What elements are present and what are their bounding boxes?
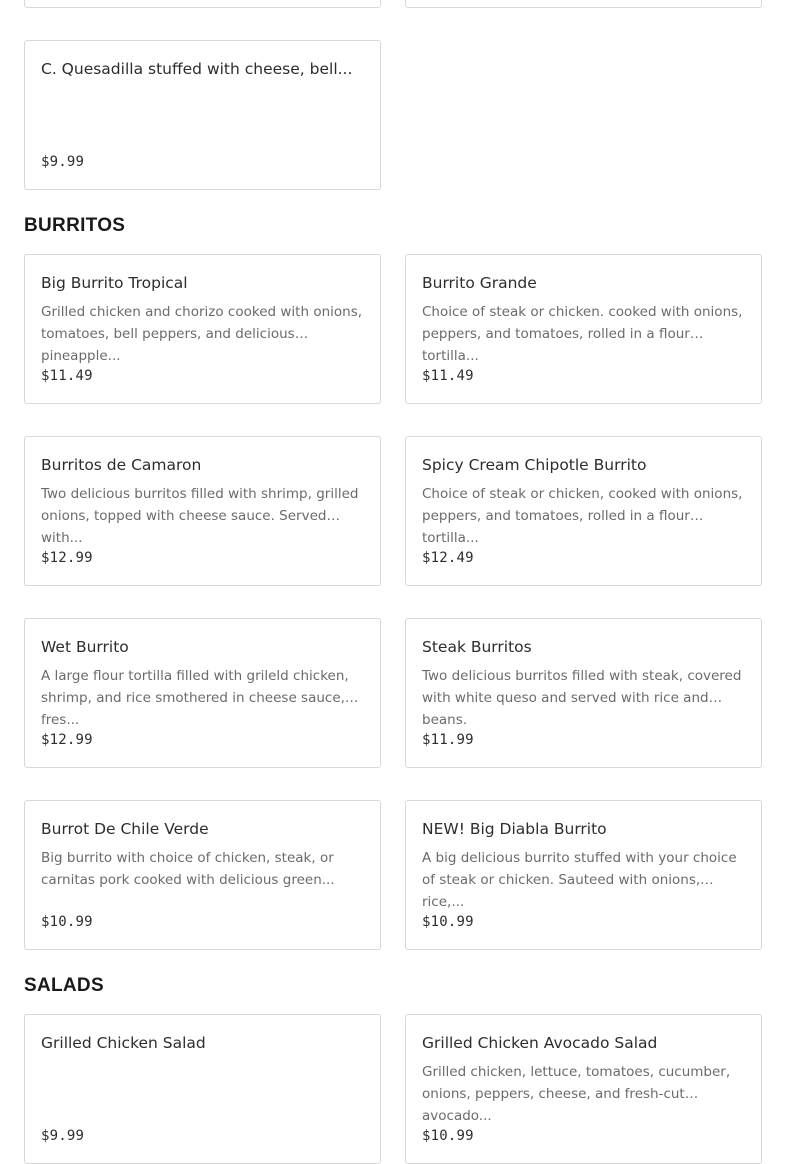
menu-item-card[interactable] — [405, 800, 762, 950]
menu-item-description: A big delicious burrito stuffed with your choice of steak or chicken. Sauteed with onions, rice,... — [422, 850, 737, 910]
menu-item-price: $11.99 — [422, 732, 474, 748]
menu-item-price: $12.99 — [41, 550, 93, 566]
menu-item-description: Grilled chicken, lettuce, tomatoes, cucumber, onions, peppers, cheese, and fresh-cut avocado... — [422, 1064, 731, 1124]
menu-item-name: Grilled Chicken Avocado Salad — [422, 1034, 658, 1052]
menu-item-description: A large flour tortilla filled with grileld chicken, shrimp, and rice smothered in cheese sauce, fres... — [41, 668, 349, 728]
menu-item-name: Wet Burrito — [41, 638, 129, 656]
menu-item-description: Choice of steak or chicken. cooked with onions, peppers, and tomatoes, rolled in a flour tortilla... — [422, 304, 743, 364]
menu-item-name: Steak Burritos — [422, 638, 532, 656]
menu-item-card[interactable] — [24, 0, 381, 8]
menu-item-card[interactable] — [405, 254, 762, 404]
menu-item-card[interactable] — [24, 800, 381, 950]
menu-item-price: $9.99 — [41, 1128, 85, 1144]
menu-item-card[interactable] — [405, 436, 762, 586]
menu-item-name: Burrito Grande — [422, 274, 537, 292]
menu-item-card[interactable] — [24, 40, 381, 190]
menu-item-card[interactable] — [405, 1014, 762, 1164]
menu-item-description: Grilled chicken and chorizo cooked with onions, tomatoes, bell peppers, and delicious pineapple... — [41, 304, 363, 364]
menu-item-price: $11.49 — [41, 368, 93, 384]
menu-item-price: $12.49 — [422, 550, 474, 566]
menu-item-name: NEW! Big Diabla Burrito — [422, 820, 607, 838]
menu-item-card[interactable] — [24, 1014, 381, 1164]
menu-item-name: Grilled Chicken Salad — [41, 1034, 206, 1052]
menu-item-price: $11.49 — [422, 368, 474, 384]
menu-item-name: Burritos de Camaron — [41, 456, 202, 474]
menu-item-description: Choice of steak or chicken, cooked with onions, peppers, and tomatoes, rolled in a flour tortilla... — [422, 486, 743, 546]
menu-item-description: Two delicious burritos filled with shrimp, grilled onions, topped with cheese sauce. Served with... — [41, 486, 359, 546]
section-title-salads: SALADS — [24, 975, 104, 996]
menu-item-card[interactable] — [24, 618, 381, 768]
menu-item-name: Spicy Cream Chipotle Burrito — [422, 456, 647, 474]
menu-item-price: $10.99 — [41, 914, 93, 930]
menu-item-card[interactable] — [405, 0, 762, 8]
menu-item-price: $12.99 — [41, 732, 93, 748]
menu-item-card[interactable] — [405, 618, 762, 768]
menu-item-price: $9.99 — [41, 154, 85, 170]
menu-item-name: C. Quesadilla stuffed with cheese, bell... — [41, 60, 353, 78]
menu-item-description: Big burrito with choice of chicken, steak, or carnitas pork cooked with delicious green... — [41, 850, 335, 888]
menu-item-price: $10.99 — [422, 1128, 474, 1144]
menu-item-name: Burrot De Chile Verde — [41, 820, 209, 838]
section-title-burritos: BURRITOS — [24, 215, 126, 236]
menu-item-card[interactable] — [24, 254, 381, 404]
menu-item-price: $10.99 — [422, 914, 474, 930]
menu-item-name: Big Burrito Tropical — [41, 274, 188, 292]
menu-item-card[interactable] — [24, 436, 381, 586]
menu-item-description: Two delicious burritos filled with steak, covered with white queso and served with rice and beans. — [422, 668, 742, 728]
